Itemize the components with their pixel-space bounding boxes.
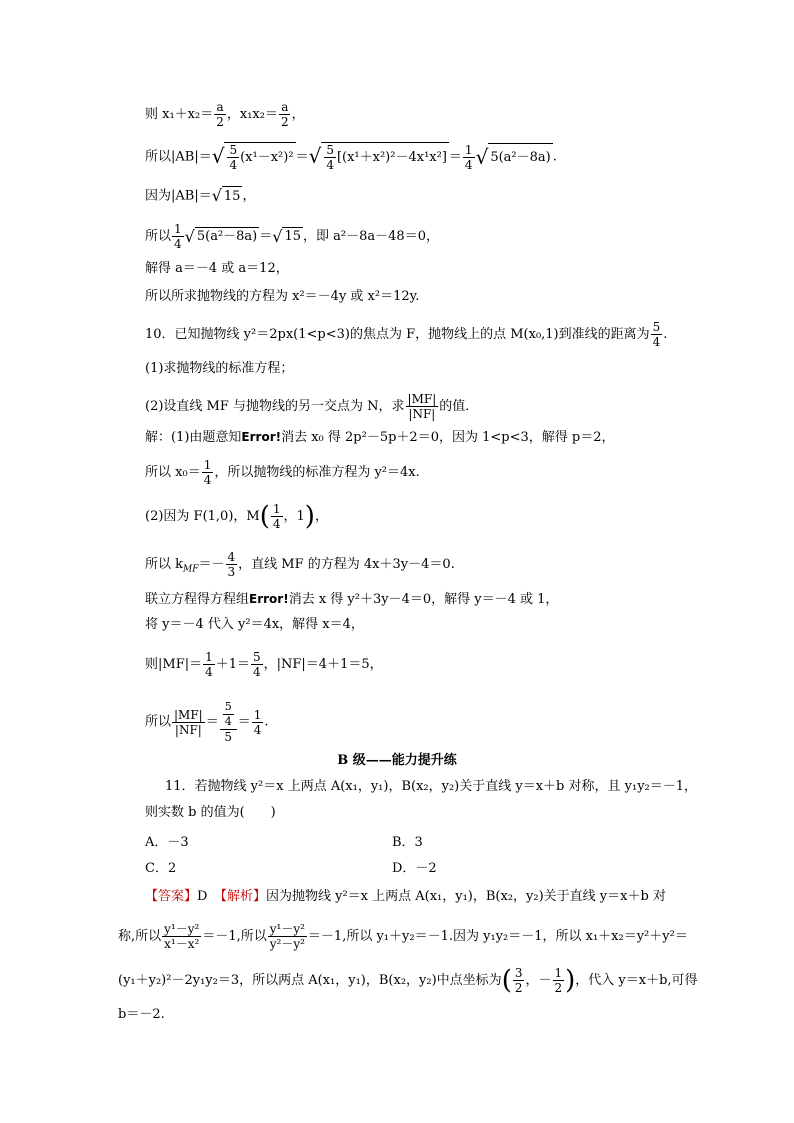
- error-placeholder: Error!: [249, 592, 289, 606]
- line-sum-product: 则 x₁＋x₂＝ $\frac{a}{2}$ ，x₁x₂＝ $\frac{a}{2}$ ，: [145, 100, 305, 129]
- answer-line: 【答案】D 【解析】因为抛物线 y²＝x 上两点 A(x₁，y₁)，B(x₂，y₂)关于直线 y＝x＋b 对: [145, 889, 666, 904]
- option-d: D．－2: [392, 861, 437, 876]
- line-equation-a: 所以 $\frac{1}{4}$ √ 5(a²－8a) ＝ √ 15 ，即 a²－8a－48＝0，: [145, 222, 439, 251]
- answer-tag: 【答案】: [145, 889, 198, 904]
- explanation-result: b＝－2.: [118, 1007, 165, 1022]
- square-root: √ 5(a²－8a): [184, 226, 258, 246]
- square-root: √ 15: [211, 186, 241, 205]
- option-c: C．2: [145, 861, 177, 876]
- problem-10-part2: (2)设直线 MF 与抛物线的另一交点为 N，求 $\frac{|MF|}{|NF|}$ 的值．: [145, 392, 479, 421]
- solution-system: 联立方程得方程组Error!消去 x 得 y²＋3y－4＝0，解得 y＝－4 或 1，: [145, 592, 559, 607]
- line-parabola-result: 所以所求抛物线的方程为 x²＝－4y 或 x²＝12y.: [145, 289, 420, 304]
- error-placeholder: Error!: [241, 430, 282, 444]
- problem-11-statement: 11．若抛物线 y²＝x 上两点 A(x₁，y₁)，B(x₂，y₂)关于直线 y＝x＋b 对称，且 y₁y₂＝－1，: [165, 779, 698, 794]
- solution-lengths: 则|MF|＝ $\frac{1}{4}$ ＋1＝ $\frac{5}{4}$ ，|NF|＝4＋1＝5，: [145, 650, 383, 679]
- explanation-line-2: 称,所以 $\frac{\text{y¹－y²}}{\text{x¹－x²}}$ ＝－1,所以 $\frac{\text{y¹－y²}}{\text{y²－y²}}$ ＝－1,所以 y₁＋y₂＝－1.因为 y₁y₂＝－1，所以 x₁＋x₂＝y²＋y²＝: [118, 922, 688, 951]
- fraction: $\frac{a}{2}$: [280, 100, 289, 129]
- solution-slope: 所以 $k_{MF}=-$ $\frac{4}{3}$ ，直线 MF 的方程为 4x＋3y－4＝0.: [145, 550, 455, 579]
- explanation-tag: 【解析】: [220, 889, 266, 904]
- square-root: √ 5(a²－8a): [475, 145, 551, 169]
- option-b: B．3: [392, 835, 423, 850]
- fraction: $\frac{a}{2}$: [216, 100, 224, 129]
- section-heading: B 级——能力提升练: [337, 753, 457, 768]
- solution-substitute: 将 y＝－4 代入 y²＝4x，解得 x＝4，: [145, 617, 364, 632]
- problem-11-question: 则实数 b 的值为( ): [145, 805, 276, 820]
- line-solve-a: 解得 a＝－4 或 a＝12，: [145, 261, 289, 276]
- problem-10-statement: 10．已知抛物线 y²＝2px(1<p<3)的焦点为 F，抛物线上的点 M(x₀,1)到准线的距离为 $\frac{5}{4}$ .: [145, 320, 668, 349]
- solution-ratio: 所以 $\frac{|MF|}{|NF|}$ ＝ $\frac{\frac{5}{4}}{5}$ ＝ $\frac{1}{4}$ .: [145, 700, 269, 744]
- square-root: √ $\frac{5}{4}$ [(x¹＋x²)²－4x¹x²]: [308, 143, 447, 172]
- line-given-ab: 因为|AB|＝ √ 15 ，: [145, 186, 256, 205]
- square-root: √ 15: [272, 226, 302, 246]
- explanation-line-3: (y₁＋y₂)²－2y₁y₂＝3，所以两点 A(x₁，y₁)，B(x₂，y₂)中点坐标为( $\frac{3}{2}$ ，－ $\frac{1}{2}$ )，代入 y＝x＋b,可得: [118, 965, 698, 996]
- square-root: √ $\frac{5}{4}$ (x¹－x²)²: [211, 143, 294, 172]
- solution-part1: 解：(1)由题意知Error!消去 x₀ 得 2p²－5p＋2＝0，因为 1<p<3，解得 p＝2，: [145, 430, 615, 445]
- line-ab-length: 所以|AB|＝ √ $\frac{5}{4}$ (x¹－x²)² ＝ √ $\frac{5}{4}$ [(x¹＋x²)²－4x¹x²] ＝ $\frac{1}{4}$ √ 5(a²－8a) .: [145, 142, 557, 172]
- solution-x0: 所以 x₀＝ $\frac{1}{4}$ ，所以抛物线的标准方程为 y²＝4x.: [145, 458, 420, 487]
- option-a: A．－3: [145, 835, 189, 850]
- solution-part2-points: (2)因为 F(1,0)，M( $\frac{1}{4}$ ，1)，: [145, 501, 328, 532]
- problem-10-part1: (1)求抛物线的标准方程；: [145, 361, 294, 376]
